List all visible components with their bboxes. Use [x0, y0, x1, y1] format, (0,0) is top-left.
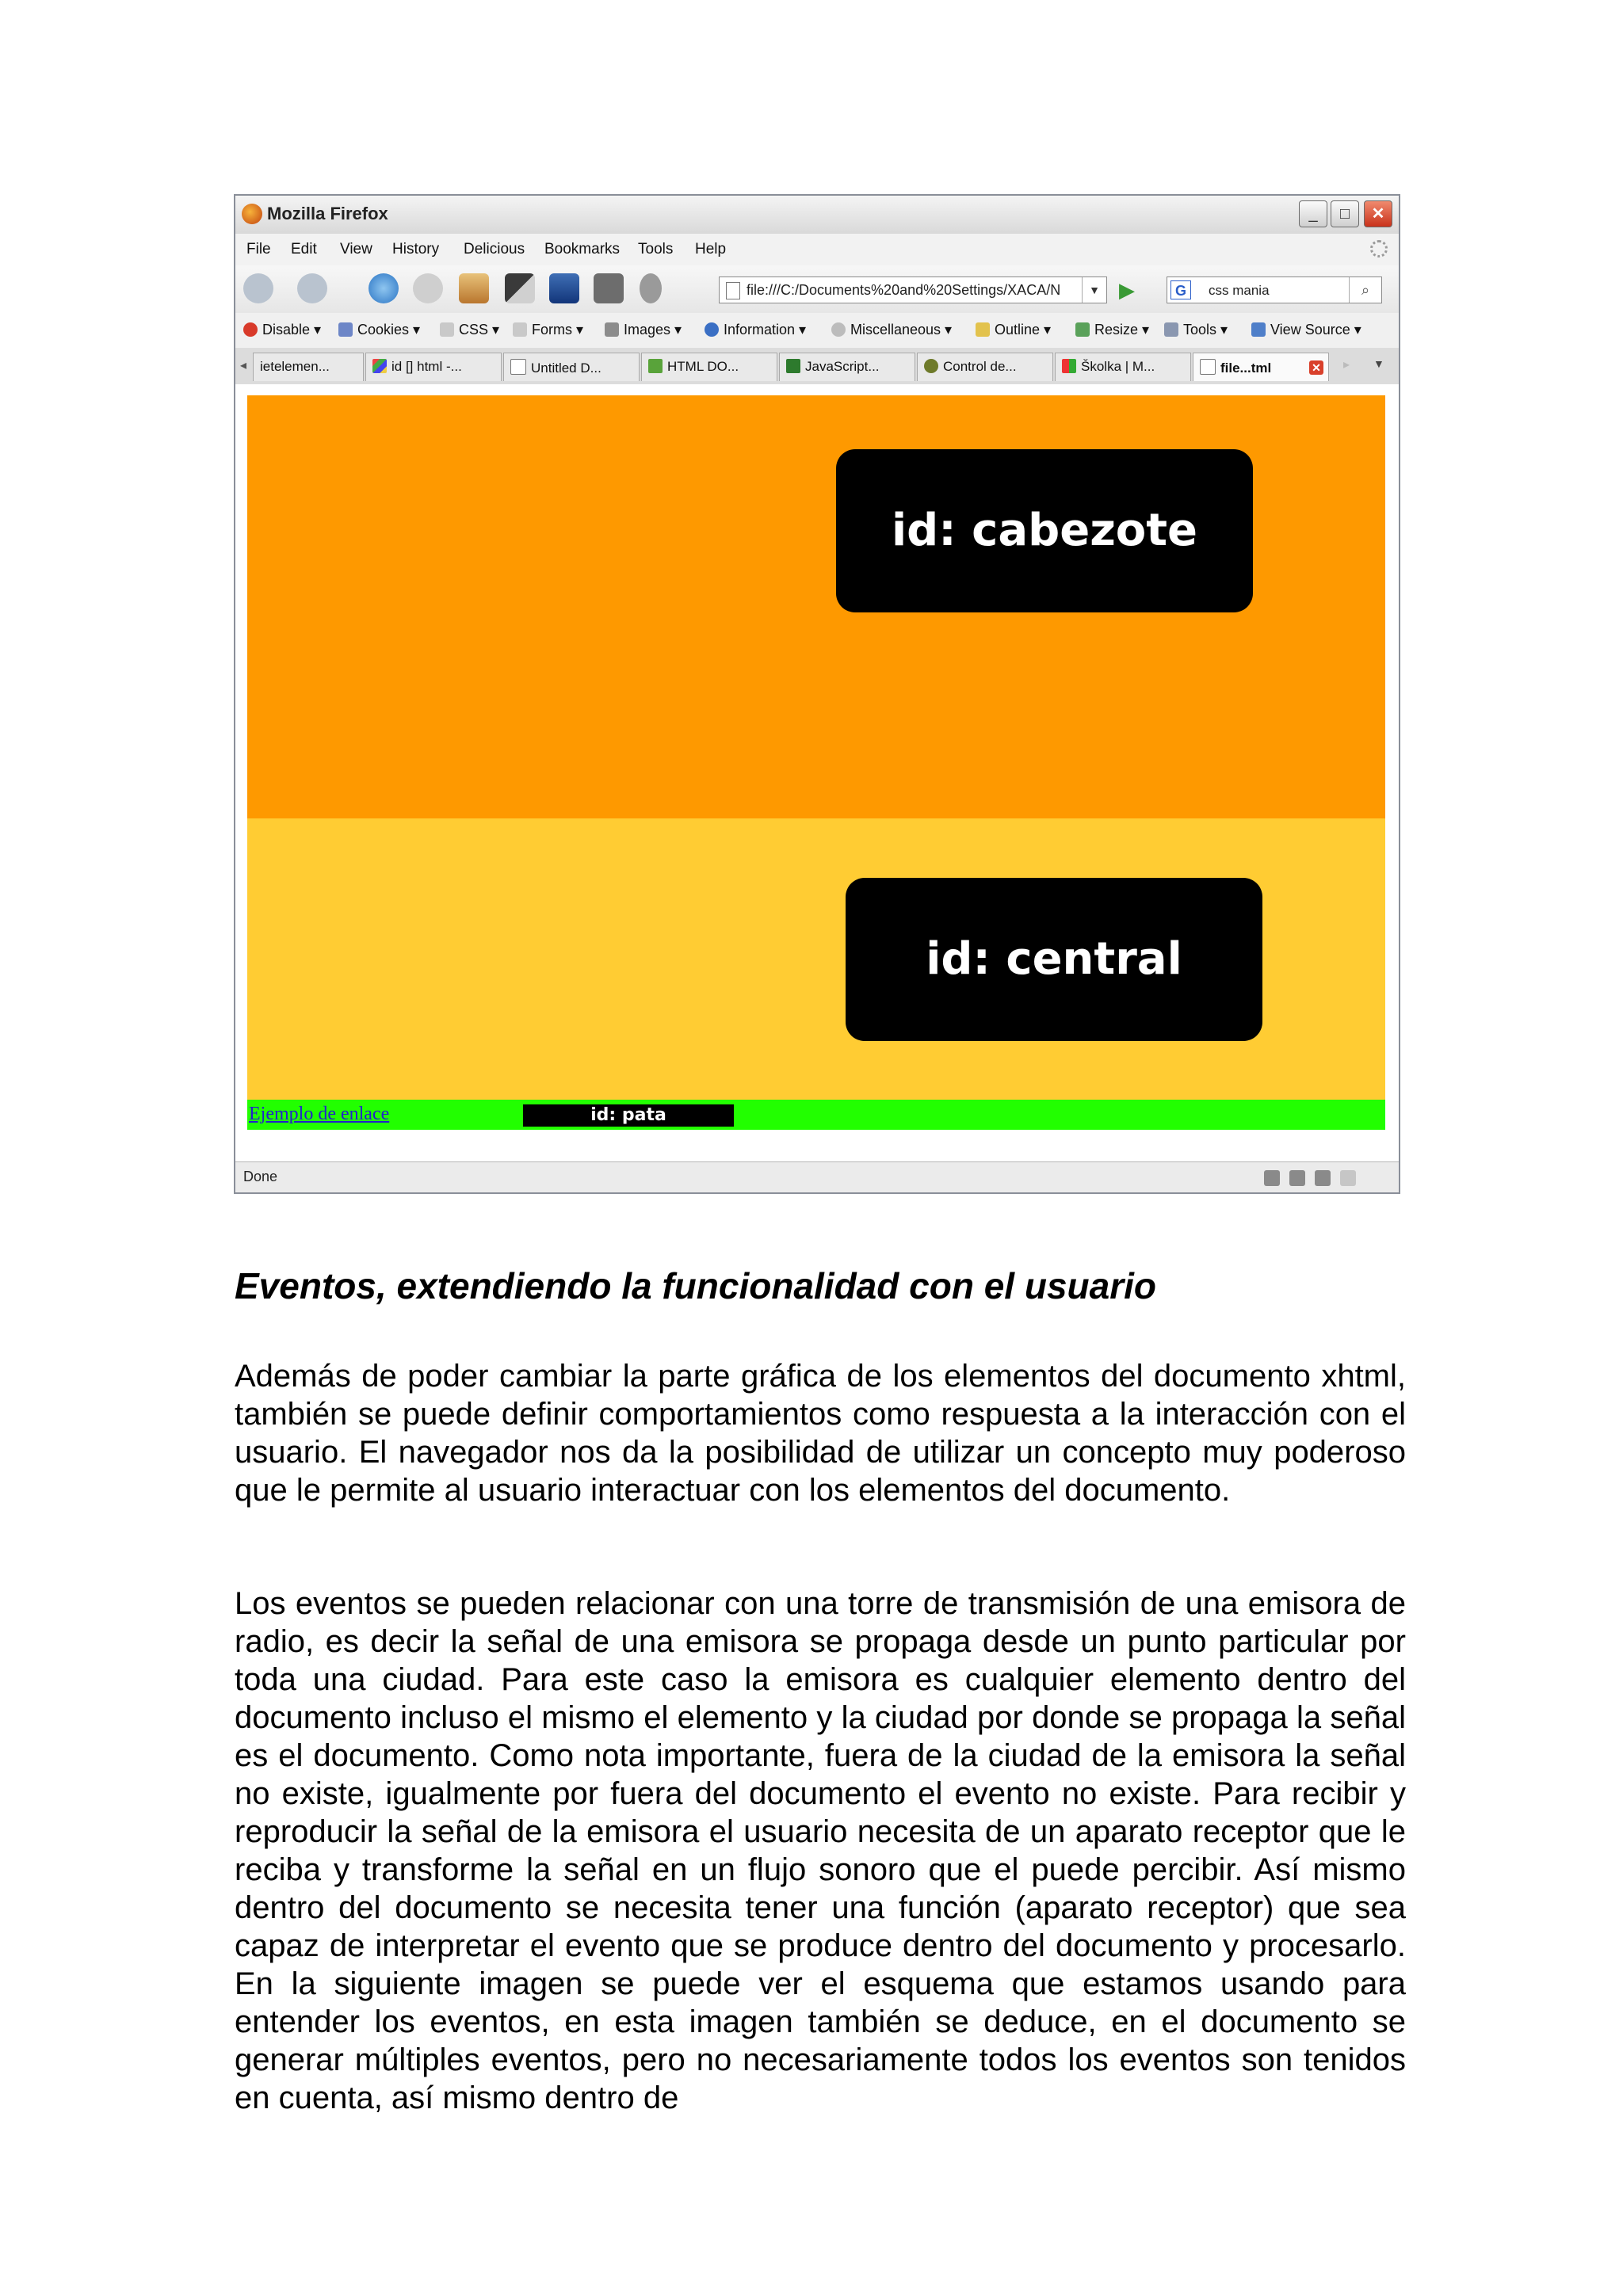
tag-icon[interactable]: [594, 273, 624, 303]
dev-resize-menu[interactable]: [1075, 322, 1149, 338]
tab[interactable]: [1055, 353, 1191, 381]
menu-tools[interactable]: Tools: [638, 241, 674, 257]
firebug-icon[interactable]: [1264, 1170, 1280, 1186]
dev-forms-menu[interactable]: [513, 322, 583, 338]
tab-scroll-left-icon[interactable]: ◂: [240, 359, 247, 372]
tab-label: ietelemen...: [260, 359, 330, 374]
cookies-icon: [338, 322, 353, 337]
section-heading: Eventos, extendiendo la funcionalidad con el usuario: [235, 1265, 1156, 1306]
pata-section: [247, 1100, 1385, 1130]
minimize-button[interactable]: _: [1299, 200, 1327, 227]
page-icon: [726, 282, 740, 299]
dev-outline-menu[interactable]: [976, 322, 1051, 338]
mail-icon[interactable]: [1340, 1170, 1356, 1186]
css-icon: [440, 322, 454, 337]
reload-icon[interactable]: [369, 273, 399, 303]
status-grid-icon[interactable]: [1315, 1170, 1331, 1186]
dev-tools-menu[interactable]: [1164, 322, 1228, 338]
javascript-icon: [786, 359, 800, 373]
tab[interactable]: [503, 353, 640, 381]
images-icon: [605, 322, 619, 337]
menu-help[interactable]: Help: [695, 241, 727, 257]
outline-icon: [976, 322, 990, 337]
throbber-icon: [1370, 240, 1388, 257]
google-icon[interactable]: G: [1170, 280, 1191, 299]
url-text: file:///C:/Documents%20and%20Settings/XACA/N: [747, 282, 1061, 298]
tab-scroll-right-icon[interactable]: ▸: [1343, 358, 1350, 372]
control-icon: [924, 359, 938, 373]
tab-list-icon[interactable]: ▼: [1373, 357, 1384, 370]
dev-label: Resize ▾: [1094, 322, 1150, 338]
dev-label: Outline ▾: [995, 322, 1052, 338]
tab-label: file...tml: [1220, 360, 1272, 376]
cabezote-label: id: cabezote: [836, 449, 1253, 612]
menu-delicious[interactable]: Delicious: [464, 241, 525, 257]
central-section: [247, 818, 1385, 1100]
dev-label: Miscellaneous ▾: [850, 322, 953, 338]
information-icon: [705, 322, 719, 337]
window-title: Mozilla Firefox: [267, 204, 388, 223]
browser-window: [234, 194, 1400, 1194]
tab[interactable]: [917, 353, 1053, 381]
toolbar-tool-icon[interactable]: [640, 273, 662, 303]
tab[interactable]: [253, 353, 364, 381]
go-icon[interactable]: ▶: [1119, 278, 1135, 302]
dev-view-source-menu[interactable]: [1251, 322, 1361, 338]
search-text: css mania: [1209, 283, 1270, 298]
search-icon[interactable]: ⌕: [1349, 277, 1381, 303]
dev-label: Disable ▾: [262, 322, 322, 338]
dev-css-menu[interactable]: [440, 322, 499, 338]
maximize-button[interactable]: □: [1331, 200, 1359, 227]
cabezote-section: [247, 395, 1385, 818]
dev-label: Tools ▾: [1183, 322, 1228, 338]
menu-bar: [235, 234, 1399, 266]
tab[interactable]: [641, 353, 777, 381]
central-label: id: central: [846, 878, 1262, 1041]
skolka-icon: [1062, 359, 1076, 373]
dev-label: View Source ▾: [1270, 322, 1361, 338]
back-icon[interactable]: [243, 273, 273, 303]
dev-label: Information ▾: [724, 322, 807, 338]
tab-label: Control de...: [943, 359, 1017, 374]
status-bar: [235, 1161, 1399, 1192]
menu-history[interactable]: History: [392, 241, 440, 257]
url-bar[interactable]: [719, 277, 1107, 303]
forward-icon[interactable]: [297, 273, 327, 303]
title-bar: [235, 196, 1399, 235]
firefox-logo-icon: [242, 204, 262, 224]
stop-icon[interactable]: [413, 273, 443, 303]
web-developer-toolbar: [235, 313, 1399, 349]
tab-label: HTML DO...: [667, 359, 739, 374]
dev-information-menu[interactable]: [705, 322, 806, 338]
page-icon: [510, 359, 526, 375]
miscellaneous-icon: [831, 322, 846, 337]
tab-bar: [235, 348, 1399, 385]
tab-label: JavaScript...: [805, 359, 880, 374]
paragraph: Además de poder cambiar la parte gráfica de los elementos del documento xhtml, también se puede definir comportamientos como respuesta a la interacción con el usuario. El navegador nos da la posibilidad de utilizar un concepto muy poderoso que le permite al usuario interactuar con los elementos del documento.: [235, 1359, 1406, 1508]
forms-icon: [513, 322, 527, 337]
google-icon: [372, 359, 387, 373]
status-text: Done: [243, 1169, 278, 1184]
search-bar[interactable]: [1167, 277, 1382, 303]
url-dropdown-icon[interactable]: ▼: [1082, 277, 1106, 303]
close-button[interactable]: ✕: [1364, 200, 1392, 227]
w3-icon: [648, 359, 663, 373]
view-source-icon: [1251, 322, 1266, 337]
resize-icon: [1075, 322, 1090, 337]
navigation-toolbar: [235, 265, 1399, 314]
pata-label: id: pata: [523, 1104, 734, 1127]
tab[interactable]: [365, 353, 502, 381]
dev-label: Forms ▾: [532, 322, 584, 338]
dev-label: Cookies ▾: [357, 322, 421, 338]
tab-label: Untitled D...: [531, 360, 601, 376]
tab[interactable]: [779, 353, 915, 381]
page-viewport: [235, 384, 1399, 1164]
dev-label: Images ▾: [624, 322, 682, 338]
dev-images-menu[interactable]: [605, 322, 682, 338]
menu-view[interactable]: View: [340, 241, 372, 257]
page-icon: [1200, 359, 1216, 375]
tab-label: id [] html -...: [391, 359, 462, 374]
dev-label: CSS ▾: [459, 322, 500, 338]
dev-disable-menu[interactable]: [243, 322, 321, 338]
toolbar-square-icon[interactable]: [505, 273, 535, 303]
menu-edit[interactable]: Edit: [291, 241, 317, 257]
menu-bookmarks[interactable]: Bookmarks: [544, 241, 621, 257]
disable-icon: [243, 322, 258, 337]
home-icon[interactable]: [459, 273, 489, 303]
tab-active[interactable]: [1193, 353, 1329, 381]
tools-icon: [1164, 322, 1178, 337]
dev-cookies-menu[interactable]: [338, 322, 420, 338]
example-link[interactable]: Ejemplo de enlace: [249, 1104, 390, 1124]
tab-close-icon[interactable]: ✕: [1309, 360, 1323, 375]
menu-file[interactable]: File: [246, 241, 271, 257]
tab-label: Školka | M...: [1081, 359, 1155, 374]
paragraph: Los eventos se pueden relacionar con una torre de transmisión de una emisora de radio, es decir la señal de una emisora se propaga desde un punto particular por toda una ciudad. Para este caso la emisora es cualquier elemento dentro del documento incluso el mismo el elemento y la ciudad por donde se propaga la señal es el documento. Como nota importante, fuera de la ciudad de la emisora la señal no existe, igualmente por fuera del documento el evento no existe. Para recibir y reproducir la señal de la emisora el usuario necesita de un aparato receptor que le reciba y transforme la señal en un flujo sonoro que el puede percibir. Así mismo dentro del documento se necesita tener una función (aparato receptor) que sea capaz de interpretar el evento que se produce dentro del documento y procesarlo. En la siguiente imagen se puede ver el esquema que estamos usando para entender los eventos, en esta imagen también se deduce, en el documento se generar múltiples eventos, pero no necesariamente todos los eventos son tenidos en cuenta, así mismo dentro de: [235, 1586, 1406, 2115]
toolbar-page-icon[interactable]: [549, 273, 579, 303]
dev-miscellaneous-menu[interactable]: [831, 322, 952, 338]
status-square-icon[interactable]: [1289, 1170, 1305, 1186]
